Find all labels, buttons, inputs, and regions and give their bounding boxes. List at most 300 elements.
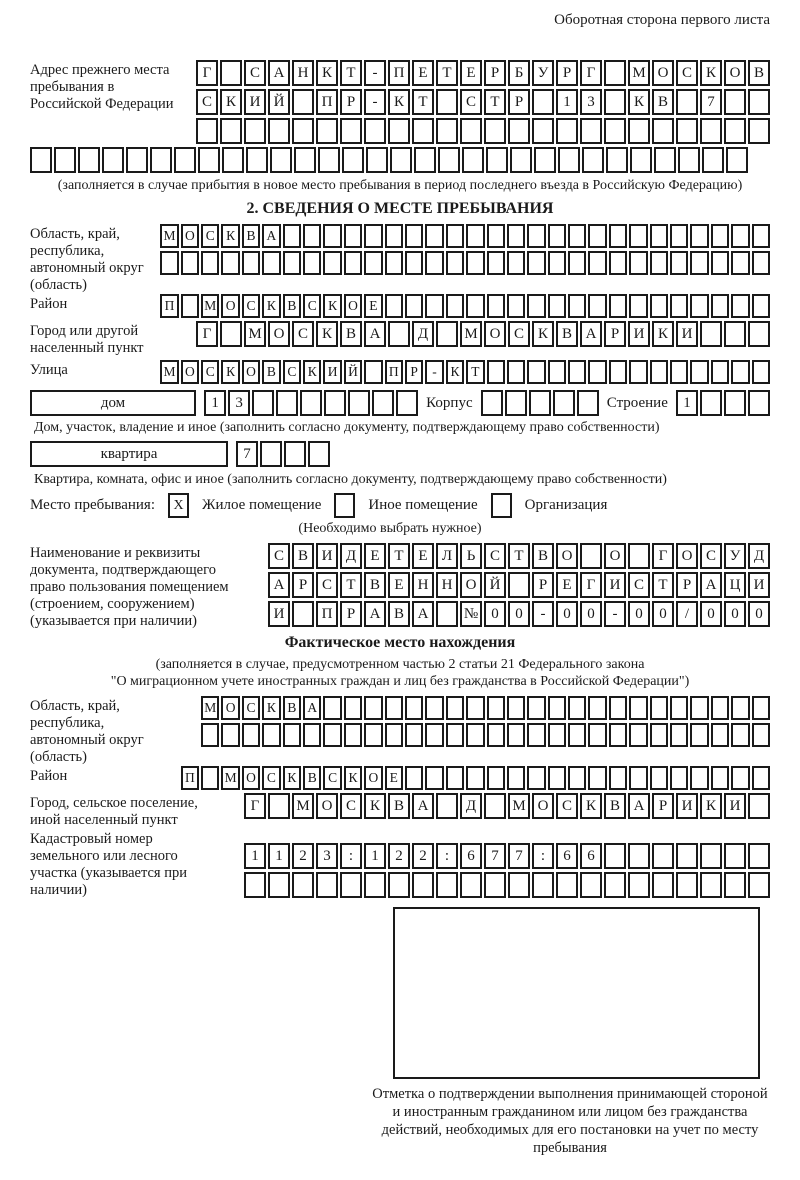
char-cell[interactable] <box>700 872 722 898</box>
char-cell[interactable] <box>606 147 628 173</box>
char-cell[interactable] <box>548 766 566 790</box>
char-cell[interactable] <box>556 872 578 898</box>
char-cell[interactable] <box>220 321 242 347</box>
char-cell[interactable] <box>460 872 482 898</box>
char-cell[interactable]: Е <box>364 294 382 318</box>
char-cell[interactable] <box>670 294 688 318</box>
char-cell[interactable] <box>414 147 436 173</box>
char-cell[interactable] <box>628 543 650 569</box>
char-cell[interactable]: Л <box>436 543 458 569</box>
char-cell[interactable]: Й <box>268 89 290 115</box>
char-cell[interactable] <box>752 251 770 275</box>
char-cell[interactable] <box>262 251 280 275</box>
char-cell[interactable]: О <box>268 321 290 347</box>
house-box[interactable]: дом <box>30 390 196 416</box>
char-cell[interactable]: 0 <box>700 601 722 627</box>
char-cell[interactable]: В <box>388 793 410 819</box>
char-cell[interactable]: К <box>700 60 722 86</box>
char-cell[interactable] <box>436 793 458 819</box>
char-cell[interactable] <box>425 766 443 790</box>
char-cell[interactable]: 0 <box>748 601 770 627</box>
char-cell[interactable]: В <box>262 360 280 384</box>
char-cell[interactable]: В <box>283 294 301 318</box>
char-cell[interactable] <box>650 224 668 248</box>
char-cell[interactable]: 2 <box>412 843 434 869</box>
char-cell[interactable]: : <box>340 843 362 869</box>
char-cell[interactable]: И <box>676 321 698 347</box>
char-cell[interactable] <box>348 390 370 416</box>
char-cell[interactable]: О <box>181 224 199 248</box>
char-cell[interactable] <box>670 251 688 275</box>
char-cell[interactable]: Р <box>340 89 362 115</box>
char-cell[interactable]: А <box>364 601 386 627</box>
char-cell[interactable] <box>724 872 746 898</box>
char-cell[interactable] <box>436 601 458 627</box>
char-cell[interactable]: М <box>160 360 178 384</box>
char-cell[interactable] <box>507 360 525 384</box>
char-cell[interactable] <box>220 60 242 86</box>
char-cell[interactable]: П <box>316 89 338 115</box>
char-cell[interactable] <box>752 224 770 248</box>
char-cell[interactable]: С <box>292 321 314 347</box>
char-cell[interactable]: К <box>628 89 650 115</box>
char-cell[interactable] <box>690 251 708 275</box>
char-cell[interactable] <box>654 147 676 173</box>
char-cell[interactable] <box>670 723 688 747</box>
char-cell[interactable] <box>487 294 505 318</box>
char-cell[interactable] <box>711 251 729 275</box>
char-cell[interactable]: С <box>268 543 290 569</box>
char-cell[interactable] <box>508 118 530 144</box>
char-cell[interactable] <box>303 224 321 248</box>
char-cell[interactable] <box>436 118 458 144</box>
char-cell[interactable] <box>731 360 749 384</box>
char-cell[interactable]: Е <box>364 543 386 569</box>
char-cell[interactable] <box>690 224 708 248</box>
char-cell[interactable]: О <box>652 60 674 86</box>
char-cell[interactable] <box>527 766 545 790</box>
char-cell[interactable] <box>558 147 580 173</box>
char-cell[interactable]: О <box>344 294 362 318</box>
char-cell[interactable] <box>676 89 698 115</box>
char-cell[interactable] <box>505 390 527 416</box>
char-cell[interactable] <box>604 118 626 144</box>
char-cell[interactable]: М <box>201 696 219 720</box>
char-cell[interactable]: 7 <box>236 441 258 467</box>
char-cell[interactable] <box>652 872 674 898</box>
char-cell[interactable]: П <box>316 601 338 627</box>
char-cell[interactable] <box>484 118 506 144</box>
char-cell[interactable] <box>700 118 722 144</box>
char-cell[interactable] <box>752 766 770 790</box>
char-cell[interactable]: : <box>532 843 554 869</box>
char-cell[interactable]: К <box>580 793 602 819</box>
char-cell[interactable] <box>670 766 688 790</box>
char-cell[interactable]: К <box>220 89 242 115</box>
char-cell[interactable] <box>588 360 606 384</box>
char-cell[interactable]: Р <box>508 89 530 115</box>
char-cell[interactable] <box>201 766 219 790</box>
char-cell[interactable] <box>568 224 586 248</box>
char-cell[interactable]: В <box>604 793 626 819</box>
char-cell[interactable] <box>425 251 443 275</box>
char-cell[interactable] <box>629 294 647 318</box>
char-cell[interactable]: 3 <box>580 89 602 115</box>
char-cell[interactable] <box>344 723 362 747</box>
char-cell[interactable]: Г <box>244 793 266 819</box>
char-cell[interactable] <box>221 251 239 275</box>
char-cell[interactable] <box>366 147 388 173</box>
char-cell[interactable] <box>676 872 698 898</box>
char-cell[interactable] <box>487 360 505 384</box>
char-cell[interactable]: 3 <box>228 390 250 416</box>
char-cell[interactable] <box>244 872 266 898</box>
char-cell[interactable] <box>670 696 688 720</box>
char-cell[interactable]: С <box>303 294 321 318</box>
char-cell[interactable] <box>405 696 423 720</box>
char-cell[interactable] <box>292 89 314 115</box>
char-cell[interactable] <box>731 251 749 275</box>
char-cell[interactable]: / <box>676 601 698 627</box>
char-cell[interactable] <box>588 696 606 720</box>
char-cell[interactable] <box>628 843 650 869</box>
char-cell[interactable]: Г <box>652 543 674 569</box>
char-cell[interactable]: 1 <box>244 843 266 869</box>
char-cell[interactable] <box>748 89 770 115</box>
char-cell[interactable] <box>246 147 268 173</box>
char-cell[interactable] <box>527 696 545 720</box>
char-cell[interactable]: 0 <box>484 601 506 627</box>
char-cell[interactable]: И <box>316 543 338 569</box>
char-cell[interactable]: О <box>364 766 382 790</box>
char-cell[interactable]: О <box>484 321 506 347</box>
char-cell[interactable]: 0 <box>628 601 650 627</box>
char-cell[interactable]: А <box>412 601 434 627</box>
char-cell[interactable] <box>690 766 708 790</box>
char-cell[interactable]: С <box>340 793 362 819</box>
char-cell[interactable]: Т <box>436 60 458 86</box>
char-cell[interactable]: Г <box>196 60 218 86</box>
char-cell[interactable]: Е <box>385 766 403 790</box>
char-cell[interactable] <box>385 723 403 747</box>
char-cell[interactable] <box>160 251 178 275</box>
char-cell[interactable] <box>323 224 341 248</box>
char-cell[interactable] <box>629 251 647 275</box>
char-cell[interactable] <box>588 723 606 747</box>
char-cell[interactable] <box>303 723 321 747</box>
char-cell[interactable]: А <box>700 572 722 598</box>
char-cell[interactable] <box>670 224 688 248</box>
char-cell[interactable]: К <box>262 696 280 720</box>
char-cell[interactable]: А <box>580 321 602 347</box>
char-cell[interactable] <box>731 696 749 720</box>
char-cell[interactable] <box>629 360 647 384</box>
char-cell[interactable] <box>724 89 746 115</box>
char-cell[interactable] <box>294 147 316 173</box>
char-cell[interactable]: С <box>242 294 260 318</box>
char-cell[interactable] <box>700 321 722 347</box>
char-cell[interactable] <box>588 251 606 275</box>
char-cell[interactable] <box>174 147 196 173</box>
char-cell[interactable]: 1 <box>676 390 698 416</box>
char-cell[interactable] <box>527 294 545 318</box>
char-cell[interactable] <box>650 696 668 720</box>
char-cell[interactable] <box>724 390 746 416</box>
char-cell[interactable]: Р <box>652 793 674 819</box>
char-cell[interactable] <box>481 390 503 416</box>
char-cell[interactable]: К <box>316 60 338 86</box>
char-cell[interactable] <box>405 766 423 790</box>
char-cell[interactable]: Р <box>484 60 506 86</box>
char-cell[interactable]: 1 <box>364 843 386 869</box>
char-cell[interactable] <box>527 723 545 747</box>
char-cell[interactable]: О <box>676 543 698 569</box>
char-cell[interactable]: С <box>262 766 280 790</box>
char-cell[interactable]: - <box>604 601 626 627</box>
char-cell[interactable]: К <box>323 294 341 318</box>
char-cell[interactable] <box>446 294 464 318</box>
char-cell[interactable] <box>396 390 418 416</box>
char-cell[interactable]: И <box>323 360 341 384</box>
char-cell[interactable]: И <box>748 572 770 598</box>
char-cell[interactable] <box>548 696 566 720</box>
char-cell[interactable] <box>507 251 525 275</box>
char-cell[interactable] <box>731 294 749 318</box>
char-cell[interactable] <box>284 441 306 467</box>
char-cell[interactable] <box>580 543 602 569</box>
char-cell[interactable] <box>748 390 770 416</box>
char-cell[interactable] <box>446 251 464 275</box>
char-cell[interactable]: С <box>316 572 338 598</box>
char-cell[interactable] <box>372 390 394 416</box>
char-cell[interactable] <box>436 872 458 898</box>
char-cell[interactable] <box>385 696 403 720</box>
char-cell[interactable]: К <box>446 360 464 384</box>
char-cell[interactable] <box>221 723 239 747</box>
char-cell[interactable] <box>507 224 525 248</box>
char-cell[interactable] <box>508 872 530 898</box>
char-cell[interactable]: Т <box>466 360 484 384</box>
char-cell[interactable]: № <box>460 601 482 627</box>
char-cell[interactable]: С <box>242 696 260 720</box>
char-cell[interactable] <box>405 224 423 248</box>
char-cell[interactable]: Г <box>196 321 218 347</box>
char-cell[interactable] <box>486 147 508 173</box>
char-cell[interactable]: И <box>628 321 650 347</box>
char-cell[interactable]: Г <box>580 60 602 86</box>
char-cell[interactable] <box>102 147 124 173</box>
char-cell[interactable] <box>650 294 668 318</box>
char-cell[interactable] <box>652 118 674 144</box>
char-cell[interactable] <box>292 601 314 627</box>
char-cell[interactable] <box>752 294 770 318</box>
char-cell[interactable] <box>344 696 362 720</box>
char-cell[interactable] <box>752 360 770 384</box>
char-cell[interactable] <box>364 696 382 720</box>
char-cell[interactable] <box>508 572 530 598</box>
char-cell[interactable]: Т <box>508 543 530 569</box>
char-cell[interactable]: А <box>303 696 321 720</box>
char-cell[interactable] <box>609 360 627 384</box>
char-cell[interactable] <box>484 793 506 819</box>
char-cell[interactable]: К <box>700 793 722 819</box>
char-cell[interactable]: О <box>242 766 260 790</box>
char-cell[interactable] <box>344 251 362 275</box>
char-cell[interactable]: С <box>700 543 722 569</box>
char-cell[interactable] <box>629 766 647 790</box>
char-cell[interactable] <box>556 118 578 144</box>
char-cell[interactable] <box>676 843 698 869</box>
char-cell[interactable] <box>724 118 746 144</box>
char-cell[interactable] <box>425 696 443 720</box>
char-cell[interactable]: 0 <box>580 601 602 627</box>
char-cell[interactable] <box>700 390 722 416</box>
char-cell[interactable]: У <box>724 543 746 569</box>
char-cell[interactable]: В <box>748 60 770 86</box>
char-cell[interactable] <box>529 390 551 416</box>
char-cell[interactable] <box>405 723 423 747</box>
char-cell[interactable] <box>568 251 586 275</box>
char-cell[interactable]: К <box>652 321 674 347</box>
char-cell[interactable]: М <box>292 793 314 819</box>
char-cell[interactable] <box>201 723 219 747</box>
char-cell[interactable] <box>425 723 443 747</box>
char-cell[interactable]: П <box>385 360 403 384</box>
char-cell[interactable] <box>405 251 423 275</box>
residence-checkbox-organization[interactable] <box>491 493 512 518</box>
char-cell[interactable]: Р <box>604 321 626 347</box>
char-cell[interactable]: 1 <box>268 843 290 869</box>
char-cell[interactable] <box>628 872 650 898</box>
char-cell[interactable] <box>748 321 770 347</box>
char-cell[interactable]: С <box>484 543 506 569</box>
char-cell[interactable]: - <box>532 601 554 627</box>
char-cell[interactable] <box>292 118 314 144</box>
char-cell[interactable] <box>300 390 322 416</box>
char-cell[interactable] <box>436 89 458 115</box>
char-cell[interactable]: Т <box>388 543 410 569</box>
char-cell[interactable] <box>568 723 586 747</box>
residence-checkbox-other[interactable] <box>334 493 355 518</box>
char-cell[interactable] <box>527 224 545 248</box>
char-cell[interactable] <box>242 251 260 275</box>
char-cell[interactable]: 2 <box>292 843 314 869</box>
char-cell[interactable] <box>446 224 464 248</box>
char-cell[interactable] <box>487 696 505 720</box>
char-cell[interactable]: О <box>556 543 578 569</box>
char-cell[interactable] <box>553 390 575 416</box>
char-cell[interactable]: В <box>532 543 554 569</box>
char-cell[interactable] <box>711 766 729 790</box>
char-cell[interactable] <box>78 147 100 173</box>
char-cell[interactable] <box>340 872 362 898</box>
char-cell[interactable] <box>748 843 770 869</box>
char-cell[interactable]: С <box>201 224 219 248</box>
char-cell[interactable] <box>568 360 586 384</box>
char-cell[interactable] <box>752 696 770 720</box>
char-cell[interactable] <box>630 147 652 173</box>
char-cell[interactable] <box>201 251 219 275</box>
char-cell[interactable]: Д <box>460 793 482 819</box>
char-cell[interactable] <box>548 224 566 248</box>
char-cell[interactable] <box>342 147 364 173</box>
char-cell[interactable]: У <box>532 60 554 86</box>
char-cell[interactable]: К <box>364 793 386 819</box>
char-cell[interactable] <box>462 147 484 173</box>
char-cell[interactable]: М <box>628 60 650 86</box>
char-cell[interactable] <box>487 766 505 790</box>
char-cell[interactable] <box>711 360 729 384</box>
char-cell[interactable] <box>604 60 626 86</box>
char-cell[interactable] <box>676 118 698 144</box>
char-cell[interactable]: 7 <box>484 843 506 869</box>
char-cell[interactable]: С <box>676 60 698 86</box>
char-cell[interactable] <box>588 224 606 248</box>
char-cell[interactable] <box>580 118 602 144</box>
char-cell[interactable] <box>303 251 321 275</box>
char-cell[interactable]: 1 <box>204 390 226 416</box>
char-cell[interactable]: В <box>303 766 321 790</box>
char-cell[interactable]: - <box>364 60 386 86</box>
char-cell[interactable]: 6 <box>580 843 602 869</box>
char-cell[interactable] <box>726 147 748 173</box>
char-cell[interactable]: Р <box>532 572 554 598</box>
char-cell[interactable]: К <box>221 224 239 248</box>
char-cell[interactable]: В <box>652 89 674 115</box>
char-cell[interactable] <box>364 723 382 747</box>
char-cell[interactable] <box>222 147 244 173</box>
char-cell[interactable] <box>711 224 729 248</box>
char-cell[interactable] <box>242 723 260 747</box>
char-cell[interactable] <box>604 872 626 898</box>
char-cell[interactable]: И <box>676 793 698 819</box>
char-cell[interactable] <box>700 843 722 869</box>
char-cell[interactable] <box>388 118 410 144</box>
char-cell[interactable] <box>487 224 505 248</box>
char-cell[interactable] <box>388 321 410 347</box>
char-cell[interactable]: Ц <box>724 572 746 598</box>
char-cell[interactable] <box>364 872 386 898</box>
char-cell[interactable]: В <box>388 601 410 627</box>
char-cell[interactable]: О <box>460 572 482 598</box>
char-cell[interactable] <box>588 766 606 790</box>
char-cell[interactable]: С <box>201 360 219 384</box>
char-cell[interactable] <box>425 294 443 318</box>
char-cell[interactable]: - <box>425 360 443 384</box>
char-cell[interactable]: 6 <box>556 843 578 869</box>
char-cell[interactable] <box>731 224 749 248</box>
char-cell[interactable]: Е <box>412 543 434 569</box>
char-cell[interactable] <box>220 118 242 144</box>
char-cell[interactable] <box>30 147 52 173</box>
char-cell[interactable]: О <box>221 696 239 720</box>
char-cell[interactable] <box>507 723 525 747</box>
char-cell[interactable]: М <box>244 321 266 347</box>
char-cell[interactable]: С <box>283 360 301 384</box>
char-cell[interactable]: 0 <box>652 601 674 627</box>
char-cell[interactable]: 7 <box>700 89 722 115</box>
char-cell[interactable] <box>582 147 604 173</box>
char-cell[interactable] <box>650 766 668 790</box>
char-cell[interactable] <box>268 793 290 819</box>
char-cell[interactable] <box>260 441 282 467</box>
char-cell[interactable] <box>702 147 724 173</box>
char-cell[interactable]: К <box>262 294 280 318</box>
char-cell[interactable] <box>527 360 545 384</box>
char-cell[interactable]: В <box>292 543 314 569</box>
char-cell[interactable]: 0 <box>508 601 530 627</box>
char-cell[interactable] <box>466 723 484 747</box>
